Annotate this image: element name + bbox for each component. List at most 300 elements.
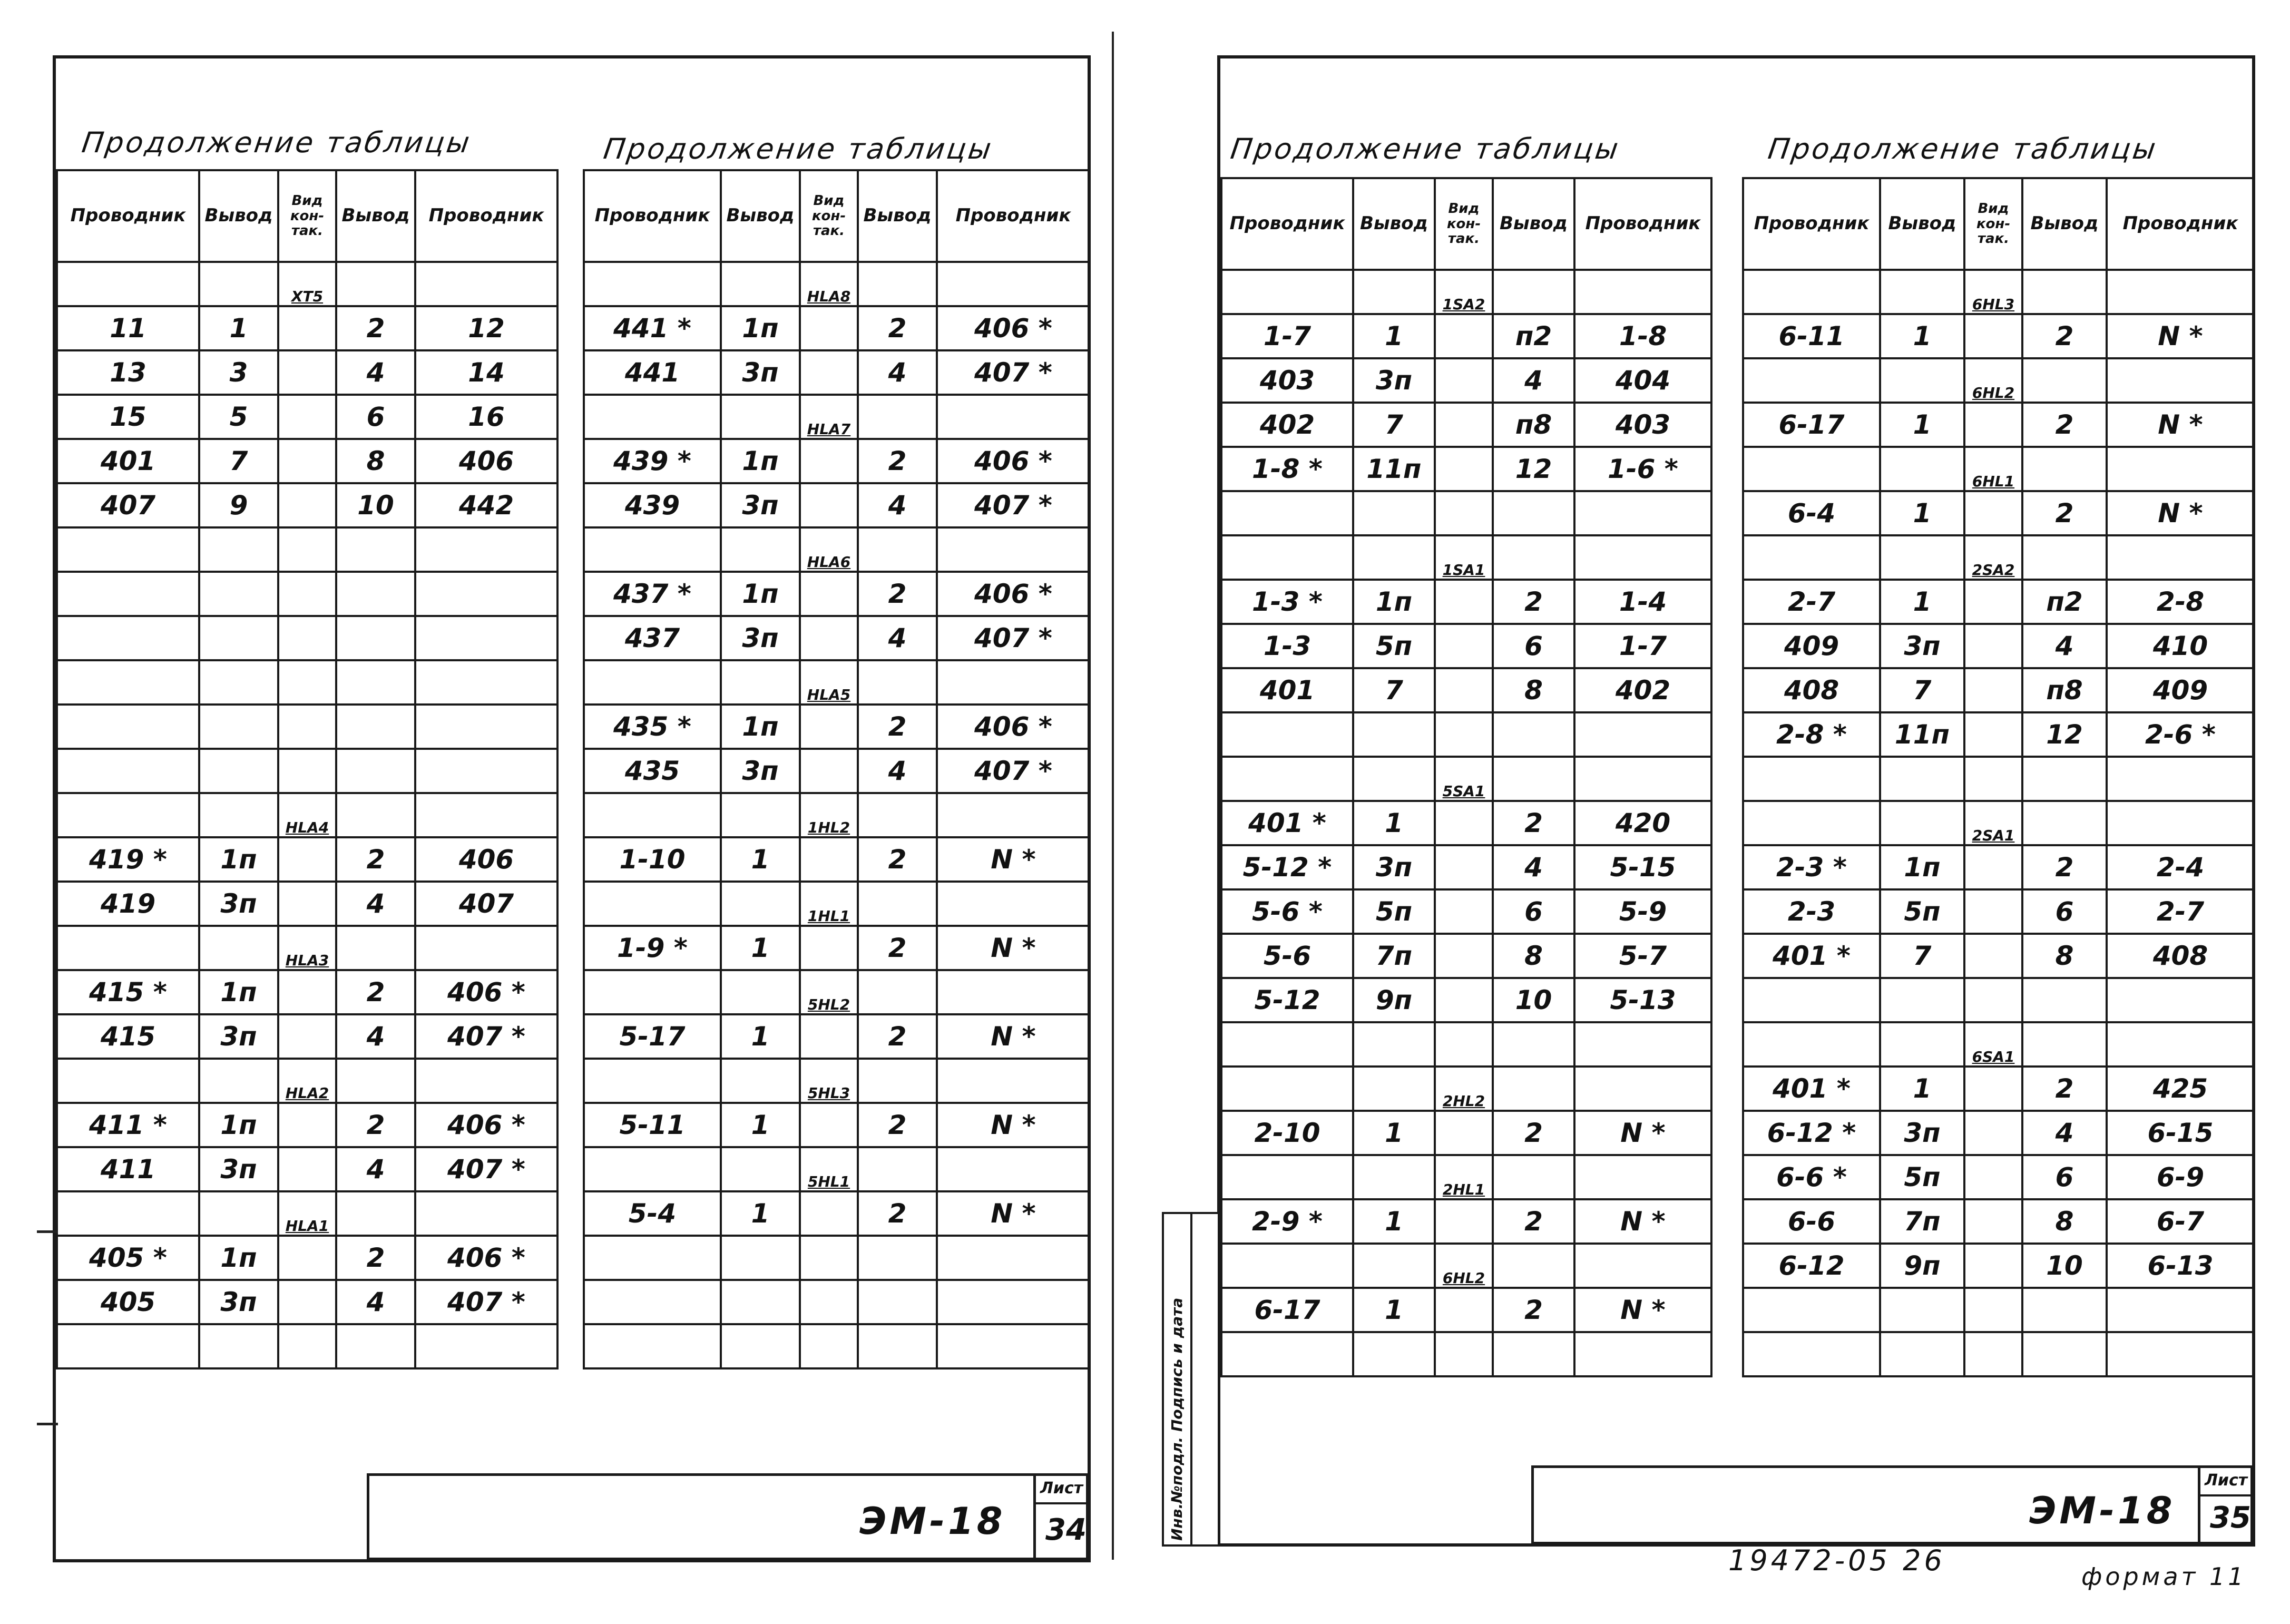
cell-device: 5SA1 xyxy=(1435,757,1493,801)
cell-conductor-from: 2-9 * xyxy=(1221,1199,1353,1244)
table-row xyxy=(57,572,557,616)
cell-device xyxy=(1964,757,2022,801)
cell-conductor-to xyxy=(415,749,557,793)
cell-terminal-from: 3п xyxy=(1880,624,1964,668)
cell-terminal-to xyxy=(336,705,415,749)
cell-device xyxy=(1435,314,1493,358)
cell-device xyxy=(1964,1111,2022,1155)
cell-conductor-from: 1-10 xyxy=(584,837,721,882)
cell-terminal-from xyxy=(1880,978,1964,1022)
cell-terminal-to: п8 xyxy=(2022,668,2107,712)
cell-conductor-to xyxy=(937,1059,1090,1103)
cell-conductor-to: 406 xyxy=(415,439,557,483)
cell-device: HLA3 xyxy=(278,926,336,970)
cell-conductor-to: 406 * xyxy=(415,970,557,1014)
cell-conductor-from xyxy=(1221,1155,1353,1199)
cell-terminal-from: 7 xyxy=(1353,668,1435,712)
table-row xyxy=(1743,1155,2254,1199)
cell-terminal-to: 6 xyxy=(1493,889,1574,934)
cell-terminal-from: 3п xyxy=(1353,358,1435,403)
cell-device xyxy=(1964,491,2022,535)
cell-conductor-from: 1-3 xyxy=(1221,624,1353,668)
table-row xyxy=(1743,314,2254,358)
cell-conductor-to: 1-7 xyxy=(1574,624,1711,668)
cell-conductor-from xyxy=(584,882,721,926)
table-row xyxy=(584,1236,1090,1280)
cell-device xyxy=(800,439,858,483)
sheet-number: 34 xyxy=(1045,1513,1087,1547)
cell-device: 1HL2 xyxy=(800,793,858,837)
margin-tick xyxy=(37,1230,58,1233)
document-code: ЭМ-18 xyxy=(859,1500,1006,1543)
cell-terminal-to xyxy=(2022,757,2107,801)
cell-terminal-from xyxy=(1880,358,1964,403)
cell-terminal-from: 5п xyxy=(1880,1155,1964,1199)
cell-conductor-from xyxy=(57,793,199,837)
margin-tick xyxy=(37,1423,58,1425)
sheet-right xyxy=(1217,55,2255,1547)
cell-terminal-to xyxy=(1493,1067,1574,1111)
cell-conductor-to xyxy=(2107,447,2254,491)
table-row xyxy=(1221,668,1711,712)
table-row xyxy=(1221,978,1711,1022)
cell-conductor-from: 15 xyxy=(57,395,199,439)
cell-conductor-from xyxy=(584,1280,721,1324)
cell-conductor-from xyxy=(1221,1332,1353,1376)
col-header-conductor: Проводник xyxy=(415,170,557,262)
cell-terminal-to: 6 xyxy=(336,395,415,439)
table-row xyxy=(1743,403,2254,447)
cell-conductor-from: 2-8 * xyxy=(1743,712,1880,757)
cell-conductor-from xyxy=(1743,757,1880,801)
cell-device xyxy=(1435,491,1493,535)
table-row xyxy=(584,793,1090,837)
sheet-left xyxy=(53,55,1091,1562)
cell-device: 1HL1 xyxy=(800,882,858,926)
cell-device xyxy=(800,1014,858,1059)
cell-terminal-from: 3п xyxy=(1353,845,1435,889)
cell-conductor-from xyxy=(584,1236,721,1280)
cell-terminal-from: 1п xyxy=(199,970,278,1014)
table-row xyxy=(57,705,557,749)
col-header-terminal: Вывод xyxy=(1880,178,1964,270)
cell-terminal-from xyxy=(199,1059,278,1103)
cell-terminal-to: 2 xyxy=(336,306,415,350)
cell-device: 5HL3 xyxy=(800,1059,858,1103)
cell-device xyxy=(278,1147,336,1191)
table-row xyxy=(584,616,1090,660)
cell-terminal-from xyxy=(721,1280,800,1324)
cell-terminal-to xyxy=(1493,1022,1574,1067)
cell-terminal-from: 3п xyxy=(721,483,800,527)
cell-conductor-to: 5-15 xyxy=(1574,845,1711,889)
cell-conductor-to: 406 * xyxy=(937,439,1090,483)
cell-conductor-from: 6-12 * xyxy=(1743,1111,1880,1155)
table-row xyxy=(1221,624,1711,668)
cell-conductor-from: 405 xyxy=(57,1280,199,1324)
cell-terminal-from xyxy=(1880,1022,1964,1067)
cell-conductor-to: 2-7 xyxy=(2107,889,2254,934)
cell-terminal-to xyxy=(858,660,937,705)
cell-device xyxy=(1435,1022,1493,1067)
cell-terminal-from: 1п xyxy=(1880,845,1964,889)
cell-conductor-to: 2-8 xyxy=(2107,580,2254,624)
cell-conductor-to xyxy=(415,1059,557,1103)
col-header-contact-kind: Вид кон- так. xyxy=(800,170,858,262)
table-row xyxy=(57,262,557,306)
cell-device xyxy=(1435,1111,1493,1155)
cell-conductor-from xyxy=(584,262,721,306)
cell-terminal-from: 7п xyxy=(1880,1199,1964,1244)
table-row xyxy=(57,793,557,837)
cell-conductor-to xyxy=(2107,801,2254,845)
cell-conductor-from xyxy=(1743,535,1880,580)
cell-device xyxy=(1964,978,2022,1022)
cell-conductor-from xyxy=(57,926,199,970)
cell-terminal-from xyxy=(721,793,800,837)
cell-terminal-to xyxy=(858,1280,937,1324)
table-row xyxy=(584,572,1090,616)
cell-device xyxy=(278,882,336,926)
cell-terminal-to: 8 xyxy=(2022,1199,2107,1244)
caption-left-b: Продолжение таблицы xyxy=(601,132,995,165)
cell-device xyxy=(278,1280,336,1324)
cell-conductor-to: 408 xyxy=(2107,934,2254,978)
cell-device xyxy=(278,306,336,350)
cell-device xyxy=(1964,1155,2022,1199)
cell-terminal-from xyxy=(1880,757,1964,801)
cell-terminal-from xyxy=(1880,1288,1964,1332)
cell-conductor-from: 1-3 * xyxy=(1221,580,1353,624)
cell-terminal-to xyxy=(1493,757,1574,801)
cell-terminal-from: 1п xyxy=(199,1103,278,1147)
col-header-terminal: Вывод xyxy=(721,170,800,262)
cell-device: 6HL2 xyxy=(1435,1244,1493,1288)
cell-terminal-to xyxy=(336,926,415,970)
cell-terminal-from: 1 xyxy=(1353,801,1435,845)
cell-terminal-to xyxy=(336,1191,415,1236)
cell-terminal-to: 6 xyxy=(1493,624,1574,668)
cell-terminal-from xyxy=(1353,270,1435,314)
title-block-right xyxy=(1531,1465,2253,1544)
cell-terminal-from xyxy=(1880,447,1964,491)
cell-conductor-from xyxy=(57,660,199,705)
cell-device xyxy=(278,749,336,793)
cell-terminal-to: 2 xyxy=(2022,314,2107,358)
cell-conductor-to: 1-4 xyxy=(1574,580,1711,624)
cell-terminal-to xyxy=(2022,270,2107,314)
cell-conductor-from: 6-6 xyxy=(1743,1199,1880,1244)
cell-conductor-to: 12 xyxy=(415,306,557,350)
cell-terminal-from: 3п xyxy=(721,749,800,793)
cell-terminal-from xyxy=(1353,491,1435,535)
cell-terminal-from: 1 xyxy=(721,1191,800,1236)
table-row xyxy=(584,306,1090,350)
cell-conductor-from xyxy=(57,1059,199,1103)
col-header-conductor: Проводник xyxy=(584,170,721,262)
table-row xyxy=(584,483,1090,527)
cell-conductor-to: 410 xyxy=(2107,624,2254,668)
cell-conductor-from: 407 xyxy=(57,483,199,527)
cell-terminal-from: 1п xyxy=(721,439,800,483)
cell-device xyxy=(278,483,336,527)
table-row xyxy=(1221,712,1711,757)
cell-terminal-to: 2 xyxy=(858,837,937,882)
cell-device xyxy=(800,350,858,395)
cell-terminal-from xyxy=(721,1147,800,1191)
cell-terminal-to xyxy=(1493,270,1574,314)
table-row xyxy=(57,1147,557,1191)
cell-terminal-to xyxy=(858,395,937,439)
cell-conductor-to xyxy=(1574,1155,1711,1199)
cell-conductor-to xyxy=(1574,1067,1711,1111)
table-row xyxy=(1221,934,1711,978)
table-row xyxy=(1221,801,1711,845)
cell-terminal-from: 3п xyxy=(199,1014,278,1059)
table-row xyxy=(57,1280,557,1324)
title-block-left xyxy=(367,1473,1089,1560)
cell-conductor-from: 415 xyxy=(57,1014,199,1059)
cell-device xyxy=(800,1236,858,1280)
cell-terminal-to: 2 xyxy=(1493,1288,1574,1332)
cell-conductor-to: 407 * xyxy=(415,1147,557,1191)
cell-conductor-from xyxy=(57,705,199,749)
cell-conductor-to: N * xyxy=(2107,491,2254,535)
cell-device: HLA6 xyxy=(800,527,858,572)
cell-conductor-from: 5-12 * xyxy=(1221,845,1353,889)
cell-terminal-from: 5 xyxy=(199,395,278,439)
cell-device: 6HL1 xyxy=(1964,447,2022,491)
cell-conductor-to xyxy=(415,1324,557,1368)
cell-terminal-from xyxy=(1880,270,1964,314)
cell-conductor-from xyxy=(584,793,721,837)
table-row xyxy=(57,1191,557,1236)
cell-conductor-from: 401 * xyxy=(1743,1067,1880,1111)
col-header-terminal: Вывод xyxy=(1493,178,1574,270)
cell-device xyxy=(1964,1244,2022,1288)
cell-device xyxy=(278,1103,336,1147)
cell-conductor-from xyxy=(1743,270,1880,314)
cell-conductor-to: 6-7 xyxy=(2107,1199,2254,1244)
cell-terminal-to: 10 xyxy=(1493,978,1574,1022)
table-row xyxy=(1221,358,1711,403)
table-row xyxy=(1743,624,2254,668)
cell-terminal-from xyxy=(199,572,278,616)
cell-terminal-from: 3п xyxy=(199,882,278,926)
cell-conductor-from: 6-6 * xyxy=(1743,1155,1880,1199)
cell-device xyxy=(800,1280,858,1324)
cell-conductor-to: 425 xyxy=(2107,1067,2254,1111)
cell-terminal-to xyxy=(2022,358,2107,403)
table-row xyxy=(1221,535,1711,580)
cell-terminal-to: 4 xyxy=(858,483,937,527)
cell-device: 6HL2 xyxy=(1964,358,2022,403)
cell-conductor-from xyxy=(584,970,721,1014)
table-row xyxy=(584,970,1090,1014)
table-row xyxy=(1221,1244,1711,1288)
cell-terminal-to: 2 xyxy=(858,1103,937,1147)
cell-conductor-from xyxy=(57,1191,199,1236)
cell-device: HLA7 xyxy=(800,395,858,439)
cell-conductor-from: 2-10 xyxy=(1221,1111,1353,1155)
table-row xyxy=(584,882,1090,926)
cell-terminal-from xyxy=(1353,757,1435,801)
cell-device xyxy=(800,483,858,527)
cell-conductor-from xyxy=(1221,535,1353,580)
cell-terminal-to: п8 xyxy=(1493,403,1574,447)
cell-conductor-from: 439 * xyxy=(584,439,721,483)
cell-device xyxy=(1435,978,1493,1022)
cell-terminal-to xyxy=(858,1059,937,1103)
cell-terminal-to: 2 xyxy=(1493,1111,1574,1155)
cell-conductor-to: 407 * xyxy=(937,616,1090,660)
cell-conductor-to xyxy=(2107,535,2254,580)
cell-conductor-to xyxy=(1574,1332,1711,1376)
sheet-number-box xyxy=(2198,1468,2256,1542)
cell-terminal-from: 1 xyxy=(1880,491,1964,535)
cell-conductor-from xyxy=(1743,447,1880,491)
cell-conductor-to: 407 xyxy=(415,882,557,926)
cell-terminal-from xyxy=(721,527,800,572)
cell-conductor-to xyxy=(415,1191,557,1236)
table-row xyxy=(584,395,1090,439)
table-row xyxy=(57,306,557,350)
cell-device: HLA5 xyxy=(800,660,858,705)
col-header-terminal: Вывод xyxy=(336,170,415,262)
table-row xyxy=(1743,1111,2254,1155)
table-row xyxy=(1221,1155,1711,1199)
cell-terminal-to: 12 xyxy=(1493,447,1574,491)
cell-conductor-from: 401 xyxy=(1221,668,1353,712)
cell-terminal-from: 7п xyxy=(1353,934,1435,978)
table-row xyxy=(584,527,1090,572)
cell-device xyxy=(800,1103,858,1147)
cell-terminal-from: 1 xyxy=(199,306,278,350)
cell-device xyxy=(1964,314,2022,358)
cell-terminal-from xyxy=(199,749,278,793)
table-row xyxy=(584,1103,1090,1147)
cell-terminal-from xyxy=(199,527,278,572)
cell-terminal-from: 9п xyxy=(1880,1244,1964,1288)
cell-device xyxy=(1964,1332,2022,1376)
table-row xyxy=(584,1324,1090,1368)
approval-sidebar xyxy=(1162,1212,1220,1547)
cell-device xyxy=(800,616,858,660)
cell-terminal-to: п2 xyxy=(1493,314,1574,358)
cell-terminal-to: 2 xyxy=(336,970,415,1014)
cell-conductor-to: 420 xyxy=(1574,801,1711,845)
cell-terminal-to xyxy=(1493,1244,1574,1288)
cell-device xyxy=(1964,1199,2022,1244)
cell-conductor-to: N * xyxy=(1574,1199,1711,1244)
table-row xyxy=(57,350,557,395)
table-row xyxy=(57,616,557,660)
cell-terminal-from xyxy=(1880,801,1964,845)
cell-terminal-to: 2 xyxy=(858,439,937,483)
cell-terminal-from: 11п xyxy=(1353,447,1435,491)
cell-device: 6SA1 xyxy=(1964,1022,2022,1067)
cell-conductor-from: 2-3 xyxy=(1743,889,1880,934)
cell-terminal-to: 2 xyxy=(858,926,937,970)
col-header-contact-kind: Вид кон- так. xyxy=(278,170,336,262)
table-row xyxy=(1743,1067,2254,1111)
table-row xyxy=(1221,447,1711,491)
cell-terminal-from xyxy=(1353,1244,1435,1288)
cell-terminal-to: 8 xyxy=(336,439,415,483)
cell-conductor-from: 408 xyxy=(1743,668,1880,712)
cell-conductor-from: 435 xyxy=(584,749,721,793)
cell-device xyxy=(800,1324,858,1368)
table-row xyxy=(584,1280,1090,1324)
cell-device: 2SA1 xyxy=(1964,801,2022,845)
cell-device: HLA4 xyxy=(278,793,336,837)
cell-conductor-from: 405 * xyxy=(57,1236,199,1280)
cell-terminal-to xyxy=(2022,1022,2107,1067)
table-row xyxy=(1221,1067,1711,1111)
cell-terminal-from: 1 xyxy=(1353,1199,1435,1244)
cell-terminal-from: 3 xyxy=(199,350,278,395)
table-row xyxy=(57,660,557,705)
cell-terminal-to: 4 xyxy=(858,749,937,793)
cell-terminal-from: 1 xyxy=(1353,1288,1435,1332)
cell-conductor-to: 2-6 * xyxy=(2107,712,2254,757)
cell-device xyxy=(278,970,336,1014)
cell-terminal-to xyxy=(1493,535,1574,580)
cell-terminal-to xyxy=(2022,978,2107,1022)
cell-terminal-to: 2 xyxy=(858,306,937,350)
cell-conductor-to: N * xyxy=(937,1014,1090,1059)
cell-terminal-to xyxy=(858,527,937,572)
cell-conductor-from: 6-17 xyxy=(1221,1288,1353,1332)
cell-conductor-to xyxy=(1574,491,1711,535)
cell-terminal-from: 9 xyxy=(199,483,278,527)
cell-conductor-from: 2-3 * xyxy=(1743,845,1880,889)
cell-device xyxy=(1964,1067,2022,1111)
cell-terminal-to xyxy=(858,1236,937,1280)
cell-conductor-to: 407 * xyxy=(937,749,1090,793)
cell-terminal-to: 2 xyxy=(858,1014,937,1059)
cell-device xyxy=(1435,403,1493,447)
cell-terminal-from: 1 xyxy=(1880,1067,1964,1111)
cell-device: 2HL2 xyxy=(1435,1067,1493,1111)
cell-conductor-to xyxy=(2107,270,2254,314)
archive-number: 19472-05 26 xyxy=(1728,1544,1945,1577)
cell-conductor-from: 415 * xyxy=(57,970,199,1014)
table-row xyxy=(1743,358,2254,403)
cell-terminal-to: п2 xyxy=(2022,580,2107,624)
cell-conductor-to xyxy=(2107,1022,2254,1067)
cell-device xyxy=(800,926,858,970)
cell-device xyxy=(1435,1199,1493,1244)
cell-conductor-from: 435 * xyxy=(584,705,721,749)
cell-terminal-from: 1 xyxy=(721,1103,800,1147)
table-row xyxy=(1221,1288,1711,1332)
cell-conductor-to xyxy=(415,793,557,837)
table-row xyxy=(584,926,1090,970)
cell-conductor-from: 441 * xyxy=(584,306,721,350)
table-row xyxy=(1743,580,2254,624)
cell-terminal-from: 5п xyxy=(1353,624,1435,668)
cell-conductor-to xyxy=(415,616,557,660)
cell-device xyxy=(1964,845,2022,889)
cell-conductor-from: 5-6 xyxy=(1221,934,1353,978)
cell-terminal-from xyxy=(199,262,278,306)
sidebar-divider xyxy=(1190,1214,1192,1544)
cell-conductor-from: 5-6 * xyxy=(1221,889,1353,934)
cell-conductor-to: N * xyxy=(1574,1288,1711,1332)
cell-terminal-from xyxy=(199,1324,278,1368)
table-row xyxy=(57,970,557,1014)
